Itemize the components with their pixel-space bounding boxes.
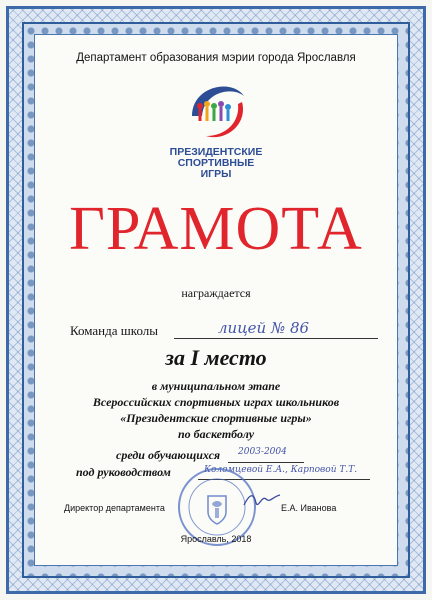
team-row (70, 319, 380, 341)
stage-line-1: в муниципальном этапе (151, 379, 281, 393)
students-underline (228, 462, 304, 463)
students-row (116, 448, 326, 464)
leader-label: под руководством (76, 465, 171, 479)
students-label: среди обучающихся (116, 448, 221, 462)
director-signature (242, 489, 282, 511)
logo-caption-line2: СПОРТИВНЫЕ (177, 157, 255, 169)
team-underline (174, 338, 378, 339)
stage-line-3: «Президентские спортивные игры» (120, 411, 312, 425)
students-value: 2003-2004 (238, 447, 287, 457)
certificate-content (34, 34, 398, 566)
director-name: Е.А. Иванова (281, 503, 337, 513)
stage-line-4: по баскетболу (177, 427, 255, 441)
stage-line-2: Всероссийских спортивных играх школьников (92, 395, 340, 409)
logo-caption (34, 147, 398, 180)
team-value: лицей № 86 (218, 319, 310, 337)
team-label: Команда школы (70, 323, 158, 338)
leader-value: Коломцевой Е.А., Карповой Т.Т. (204, 465, 358, 475)
city-year: Ярославль, 2018 (180, 534, 252, 544)
logo-caption-line3: ИГРЫ (200, 168, 232, 180)
place-text: за I место (165, 345, 267, 370)
awarded-text: награждается (181, 286, 251, 300)
logo-caption-line1: ПРЕЗИДЕНТСКИЕ (169, 146, 263, 158)
presidential-games-logo-icon (182, 76, 252, 146)
director-label: Директор департамента (64, 503, 165, 513)
competition-description (34, 378, 398, 442)
department-header: Департамент образования мэрии города Ярославля (76, 52, 356, 64)
certificate-title: ГРАМОТА (69, 195, 363, 263)
